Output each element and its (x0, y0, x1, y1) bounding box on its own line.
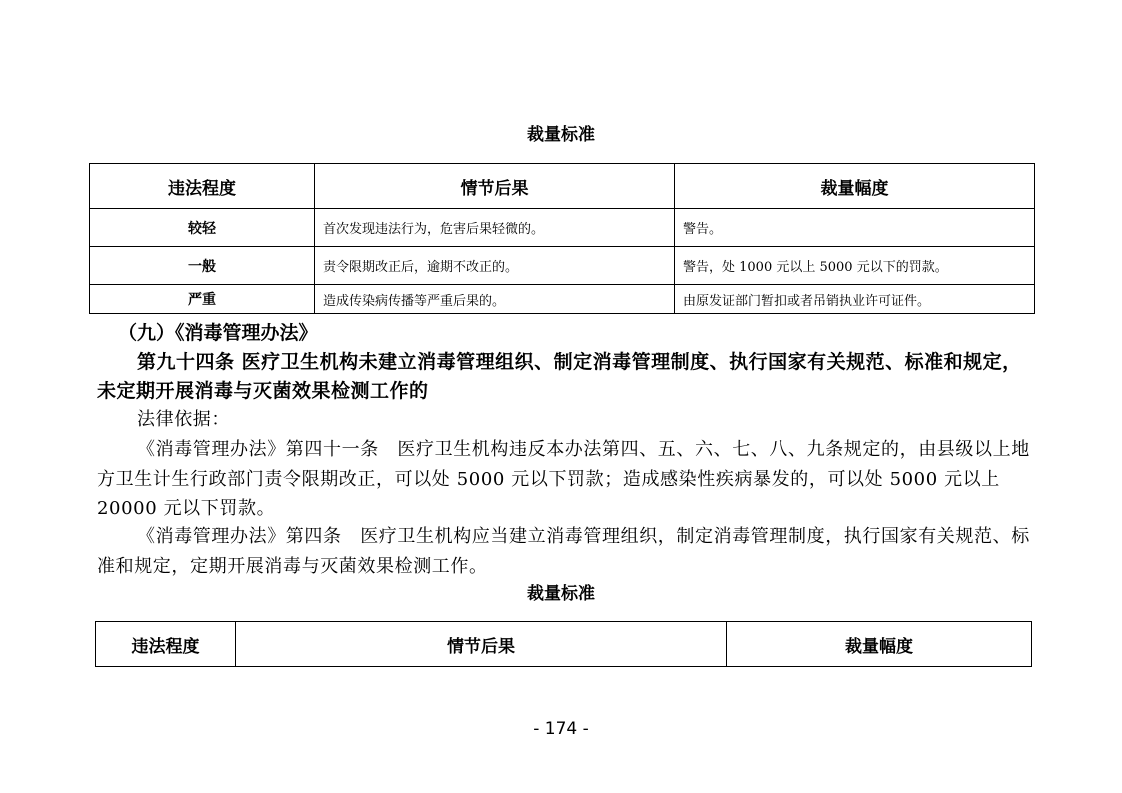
circumstance-text: 责令限期改正后，逾期不改正的。 (315, 247, 675, 285)
header-circumstance: 情节后果 (236, 622, 727, 667)
circumstance-text: 首次发现违法行为，危害后果轻微的。 (315, 209, 675, 247)
penalty-text: 警告，处 1000 元以上 5000 元以下的罚款。 (675, 247, 1035, 285)
article-title: 第九十四条 医疗卫生机构未建立消毒管理组织、制定消毒管理制度、执行国家有关规范、标准和规定，未定期开展消毒与灭菌效果检测工作的 (97, 351, 1022, 402)
section-title: （九）《消毒管理办法》 (118, 322, 318, 344)
legal-basis-label: 法律依据： (137, 409, 230, 430)
penalty-text: 由原发证部门暂扣或者吊销执业许可证件。 (675, 285, 1035, 314)
legal-paragraph: 《消毒管理办法》第四十一条 医疗卫生机构违反本办法第四、五、六、七、八、九条规定的，由县级以上地方卫生计生行政部门责令限期改正，可以处 5000 元以下罚款；造成感染性疾病暴发的，可以处 5000 元以上 20000 元以下罚款。 (97, 439, 1030, 519)
penalty-standard-table (95, 621, 1032, 667)
table-row (90, 247, 1035, 285)
table-header-row (96, 622, 1032, 667)
header-violation-degree: 违法程度 (90, 164, 315, 209)
header-violation-degree: 违法程度 (96, 622, 236, 667)
header-circumstance: 情节后果 (315, 164, 675, 209)
table-caption: 裁量标准 (527, 584, 595, 604)
legal-paragraph: 《消毒管理办法》第四条 医疗卫生机构应当建立消毒管理组织，制定消毒管理制度，执行国家有关规范、标准和规定，定期开展消毒与灭菌效果检测工作。 (97, 526, 1030, 577)
penalty-standard-table (89, 163, 1035, 314)
table-caption: 裁量标准 (527, 125, 595, 145)
penalty-text: 警告。 (675, 209, 1035, 247)
table-row (90, 285, 1035, 314)
violation-level: 严重 (90, 285, 315, 314)
violation-level: 较轻 (90, 209, 315, 247)
table-row (90, 209, 1035, 247)
header-penalty-range: 裁量幅度 (675, 164, 1035, 209)
violation-level: 一般 (90, 247, 315, 285)
header-penalty-range: 裁量幅度 (727, 622, 1032, 667)
table-header-row (90, 164, 1035, 209)
circumstance-text: 造成传染病传播等严重后果的。 (315, 285, 675, 314)
page-number: - 174 - (533, 719, 589, 739)
